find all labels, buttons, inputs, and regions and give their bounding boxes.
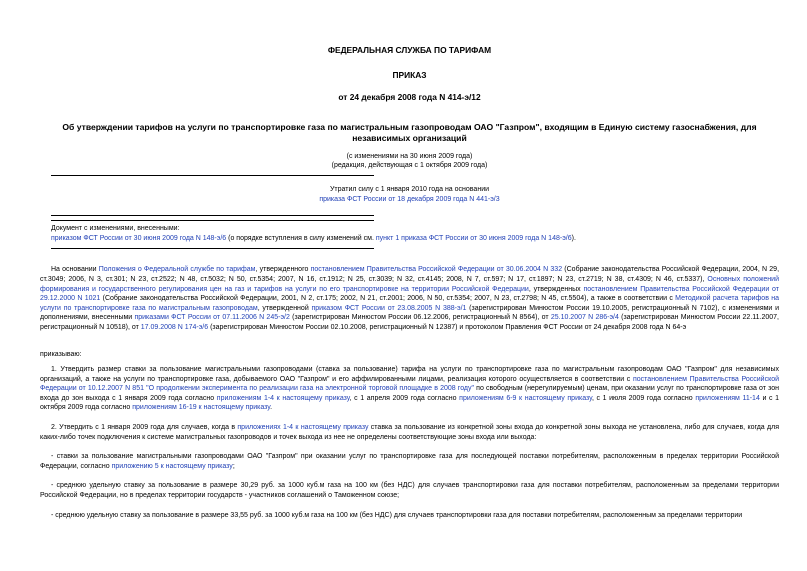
- fts-regulation-link[interactable]: Положения о Федеральной службе по тарифам: [98, 266, 256, 274]
- subitem-rates-paragraph: - ставки за пользование магистральными газопроводами ОАО "Газпром" при оказании услуг по транспортировке газа для последующей поставки потребителям, расположенным в пределах территории Российской Федерации, согласно приложению 5 к настоящему приказу;: [40, 453, 779, 470]
- appendix-16-19-link[interactable]: приложениям 16-19 к настоящему приказу: [132, 404, 271, 412]
- resolution-851-link[interactable]: постановлением Правительства Российской Федерации от 10.12.2007 N 851 "О продолжении эксперимента по реализации газа на электронной торговой площадке в 2008 году": [40, 375, 780, 393]
- item-1-paragraph: 1. Утвердить размер ставки за пользование магистральными газопроводами (ставка за пользование) тарифа на услуги по транспортировке газа по магистральным газопроводам ОАО "Газпром" для независимых организаций, а также на услуги по транспортировке газа, добываемого ОАО "Газпром" и его аффилированными лицами, реализация которого осуществляется в соответствии с постановлением Правительства Российской Федерации от 10.12.2007 N 851 "О продолжении эксперимента по реализации газа на электронной торговой площадке в 2008 году" по свободным (нерегулируемым) ценам, при оказании услуг по транспортировке газа от зон входа до зон выхода с 1 января 2009 года согласно приложениям 1-4 к настоящему приказу, с 1 апреля 2009 года согласно приложениям 6-9 к настоящему приказу, с 1 июля 2009 года согласно приложениям 11-14 и с 1 октября 2009 года согласно приложениям 16-19 к настоящему приказу.: [40, 366, 780, 412]
- appendix-1-4-link[interactable]: приложениям 1-4 к настоящему приказу: [216, 394, 350, 402]
- order-245-link[interactable]: приказами ФСТ России от 07.11.2006 N 245-э/2: [134, 314, 290, 322]
- document-title: Об утверждении тарифов на услуги по транспортировке газа по магистральным газопроводам ОАО "Газпром", входящим в Единую систему газоснабжения, для независимых организаций: [62, 121, 757, 143]
- subitem-customs-union-paragraph: - среднюю удельную ставку за пользование в размере 30,29 руб. за 1000 куб.м газа на 100 км (без НДС) для случаев транспортировки газа для поставки потребителям, расположенным за пределами территории Российской Федерации, но в пределах территории государств - участников соглашений о Таможенном союзе;: [40, 482, 779, 500]
- amending-order-link[interactable]: приказом ФСТ России от 30 июня 2009 года N 148-э/6: [51, 234, 227, 242]
- edition-note: (редакция, действующая с 1 октября 2009 года): [331, 162, 488, 170]
- appendix-6-9-link[interactable]: приложениям 6-9 к настоящему приказу: [459, 394, 592, 402]
- changes-block: Документ с изменениями, внесенными: приказом ФСТ России от 30 июня 2009 года N 148-э/6 (о порядке вступления в силу изменений см. пункт 1 приказа ФСТ России от 30 июня 2009 года N 148-э/6).: [51, 224, 779, 243]
- appendix-1-4-link-item2[interactable]: приложениях 1-4 к настоящему приказу: [237, 424, 369, 432]
- order-388-link[interactable]: приказом ФСТ России от 23.08.2005 N 388-э/1: [311, 304, 467, 312]
- resolution-332-link[interactable]: постановлением Правительства Российской Федерации от 30.06.2004 N 332: [310, 266, 563, 274]
- subitem-outside-rf-paragraph: - среднюю удельную ставку за пользование в размере 33,55 руб. за 1000 куб.м газа на 100 км (без НДС) для случаев транспортировки газа для поставки потребителям, расположенным за пределами территории: [51, 511, 743, 519]
- basis-paragraph: На основании Положения о Федеральной службе по тарифам, утвержденного постановлением Правительства Российской Федерации от 30.06.2004 N 332 (Собрание законодательства Российской Федерации, 2004, N 29, ст.3049; 2006, N 3, ст.301; N 23, ст.2522; N 48, ст.5032; N 50, ст.5354; 2007, N 16, ст.1912; N 25, ст.3039; N 32, ст.4145; 2008, N 7, ст.597; N 17, ст.1897; N 23, ст.2719; N 38, ст.4309; N 46, ст.5337), Основных положений формирования и государственного регулирования цен на газ и тарифов на услуги по его транспортировке на территории Российской Федерации, утвержденных постановлением Правительства Российской Федерации от 29.12.2000 N 1021 (Собрание законодательства Российской Федерации, 2001, N 2, ст.175; 2002, N 21, ст.2001; 2006, N 50, ст.5354; 2007, N 23, ст.2798; N 45, ст.5504), а также в соответствии с Методикой расчета тарифов на услуги по транспортировке газа по магистральным газопроводам, утвержденной приказом ФСТ России от 23.08.2005 N 388-э/1 (зарегистрирован Минюстом России 19.10.2005, регистрационный N 7102), с изменениями и дополнениями, внесенными приказами ФСТ России от 07.11.2006 N 245-э/2 (зарегистрирован Минюстом России 06.12.2006, регистрационный N 8564), от 25.10.2007 N 286-э/4 (зарегистрирован Минюстом России 22.11.2007, регистрационный N 10518), от 17.09.2008 N 174-э/6 (зарегистрирован Минюстом России 02.10.2008, регистрационный N 12387) и протоколом Правления ФСТ России от 24 декабря 2008 года N 64-э: [40, 266, 780, 331]
- document-type: ПРИКАЗ: [392, 69, 427, 80]
- divider: [51, 175, 374, 176]
- divider: [51, 220, 374, 221]
- agency-name: ФЕДЕРАЛЬНАЯ СЛУЖБА ПО ТАРИФАМ: [327, 45, 492, 55]
- divider: [51, 248, 374, 249]
- amendments-note: (с изменениями на 30 июня 2009 года): [346, 152, 473, 160]
- document-date-number: от 24 декабря 2008 года N 414-э/12: [338, 92, 481, 103]
- void-order-link[interactable]: приказа ФСТ России от 18 декабря 2009 года N 441-э/3: [319, 195, 500, 203]
- divider: [51, 215, 374, 216]
- appendix-11-14-link[interactable]: приложениям 11-14: [695, 394, 760, 402]
- item-2-paragraph: 2. Утвердить с 1 января 2009 года для случаев, когда в приложениях 1-4 к настоящему приказу ставка за пользование из конкретной зоны входа до конкретной зоны выхода не установлена, либо для случаев, когда для каких-либо точек подключения к системе магистральных газопроводов и точек выхода из нее не определены соответствующие зоны входа или выхода:: [40, 424, 780, 441]
- methodology-link[interactable]: Методикой расчета тарифов на услуги по транспортировке газа по магистральным газопроводам: [40, 295, 779, 312]
- resolution-1021-link[interactable]: постановлением Правительства Российской Федерации от 29.12.2000 N 1021: [40, 285, 780, 303]
- appendix-5-link[interactable]: приложению 5 к настоящему приказу: [111, 462, 233, 470]
- changes-heading: Документ с изменениями, внесенными:: [51, 225, 180, 233]
- order-word: приказываю:: [40, 350, 82, 358]
- order-174-link[interactable]: 17.09.2008 N 174-э/6: [140, 323, 209, 331]
- void-note: Утратил силу с 1 января 2010 года на основании: [329, 185, 490, 193]
- order-286-link[interactable]: 25.10.2007 N 286-э/4: [550, 314, 619, 322]
- amending-order-point-link[interactable]: пункт 1 приказа ФСТ России от 30 июня 2009 года N 148-э/6: [375, 234, 572, 242]
- basic-provisions-link[interactable]: Основных положений формирования и государственного регулирования цен на газ и тарифов на услуги по его транспортировке на территории Российской Федерации: [40, 275, 779, 293]
